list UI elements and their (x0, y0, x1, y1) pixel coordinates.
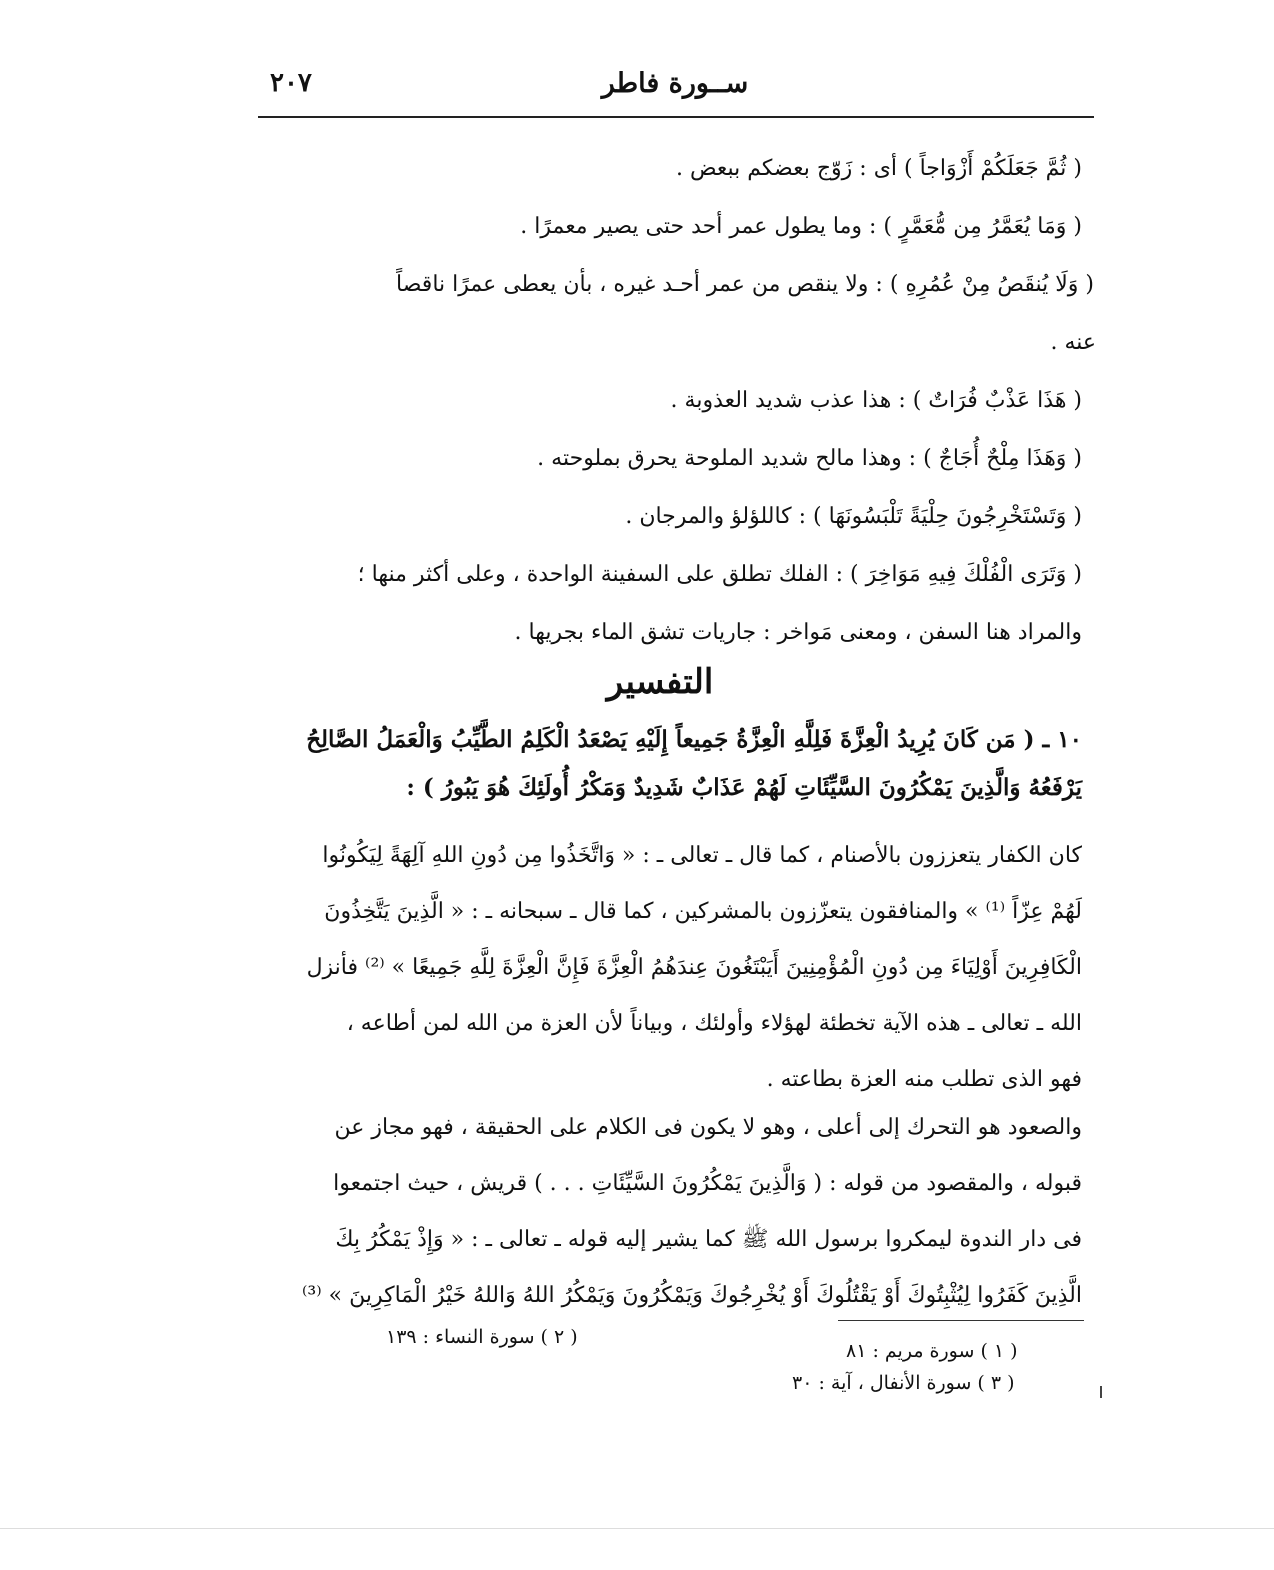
header-divider (258, 116, 1094, 118)
scan-mark (1100, 1386, 1102, 1398)
verse-line: ١٠ ـ ( مَن كَانَ يُرِيدُ الْعِزَّةَ فَلِلَّهِ الْعِزَّةُ جَمِيعاً إِلَيْهِ يَصْعَدُ الْكَلِمُ الطَّيِّبُ وَالْعَمَلُ الصَّالِحُ (306, 726, 1082, 753)
paragraph-line: لَهُمْ عِزّاً ⁽¹⁾ » والمنافقون يتعزّزون بالمشركين ، كما قال ـ سبحانه ـ : « الَّذِينَ يَتَّخِذُونَ (324, 899, 1082, 924)
paragraph-line: فهو الذى تطلب منه العزة بطاعته . (766, 1067, 1082, 1092)
glossary-line: عنه . (1050, 330, 1096, 355)
paragraph-line: الْكَافِرِينَ أَوْلِيَاءَ مِن دُونِ الْمُؤْمِنِينَ أَيَبْتَغُونَ عِندَهُمُ الْعِزَّةَ فَإِنَّ الْعِزَّةَ لِلَّهِ جَمِيعًا » ⁽²⁾ فأنزل (306, 955, 1082, 980)
glossary-line: والمراد هنا السفن ، ومعنى مَواخر : جاريات تشق الماء بجريها . (514, 620, 1082, 645)
footnote-1: ( ١ ) سورة مريم : ٨١ (846, 1340, 1018, 1362)
glossary-line: ( وَتَسْتَخْرِجُونَ حِلْيَةً تَلْبَسُونَهَا ) : كاللؤلؤ والمرجان . (625, 504, 1082, 529)
verse-line: يَرْفَعُهُ وَالَّذِينَ يَمْكُرُونَ السَّيِّئَاتِ لَهُمْ عَذَابٌ شَدِيدٌ وَمَكْرُ أُولَئِكَ هُوَ يَبُورُ ) : (406, 774, 1082, 801)
glossary-line: ( وَهَذَا مِلْحٌ أُجَاجٌ ) : وهذا مالح شديد الملوحة يحرق بملوحته . (537, 446, 1082, 471)
footnote-3: ( ٣ ) سورة الأنفال ، آية : ٣٠ (792, 1372, 1015, 1394)
quran-verse (242, 716, 1082, 812)
paragraph-line: الله ـ تعالى ـ هذه الآية تخطئة لهؤلاء وأولئك ، وبياناً لأن العزة من الله لمن أطاعه ، (346, 1011, 1082, 1036)
page-header (258, 66, 1092, 106)
paragraph-line: كان الكفار يتعززون بالأصنام ، كما قال ـ تعالى ـ : « وَاتَّخَذُوا مِن دُونِ اللهِ آلِهَةً لِيَكُونُوا (322, 843, 1082, 868)
section-heading: التفسير (606, 662, 714, 702)
page-number: ٢٠٧ (270, 68, 312, 98)
glossary-line: ( ثُمَّ جَعَلَكُمْ أَزْوَاجاً ) أى : زَوّج بعضكم ببعض . (675, 156, 1082, 181)
footnote-divider (838, 1320, 1084, 1321)
paragraph-line: فى دار الندوة ليمكروا برسول الله ﷺ كما يشير إليه قوله ـ تعالى ـ : « وَإِذْ يَمْكُرُ بِكَ (335, 1227, 1082, 1252)
paragraph-line: والصعود هو التحرك إلى أعلى ، وهو لا يكون فى الكلام على الحقيقة ، فهو مجاز عن (334, 1115, 1082, 1140)
glossary-line: ( وَلَا يُنقَصُ مِنْ عُمُرِهِ ) : ولا ينقص من عمر أحـد غيره ، بأن يعطى عمرًا ناقصاً (396, 272, 1094, 297)
surah-title: ســورة فاطر (601, 68, 749, 99)
paragraph-line: الَّذِينَ كَفَرُوا لِيُثْبِتُوكَ أَوْ يَقْتُلُوكَ أَوْ يُخْرِجُوكَ وَيَمْكُرُونَ وَيَمْكُرُ اللهُ وَاللهُ خَيْرُ الْمَاكِرِينَ » ⁽³⁾ (302, 1283, 1082, 1308)
glossary-line: ( وَمَا يُعَمَّرُ مِن مُّعَمَّرٍ ) : وما يطول عمر أحد حتى يصير معمرًا . (520, 214, 1082, 239)
footnote-2: ( ٢ ) سورة النساء : ١٣٩ (386, 1326, 578, 1348)
paragraph-line: قبوله ، والمقصود من قوله : ( وَالَّذِينَ يَمْكُرُونَ السَّيِّئَاتِ . . . ) قريش ، حيث اجتمعوا (333, 1171, 1082, 1196)
glossary-line: ( وَتَرَى الْفُلْكَ فِيهِ مَوَاخِرَ ) : الفلك تطلق على السفينة الواحدة ، وعلى أكثر منها ؛ (357, 562, 1082, 587)
glossary-line: ( هَذَا عَذْبٌ فُرَاتٌ ) : هذا عذب شديد العذوبة . (670, 388, 1082, 413)
scan-edge (0, 1528, 1274, 1529)
glossary-section (242, 140, 1096, 662)
commentary-paragraph-2 (242, 1100, 1082, 1324)
commentary-paragraph-1 (242, 828, 1082, 1108)
